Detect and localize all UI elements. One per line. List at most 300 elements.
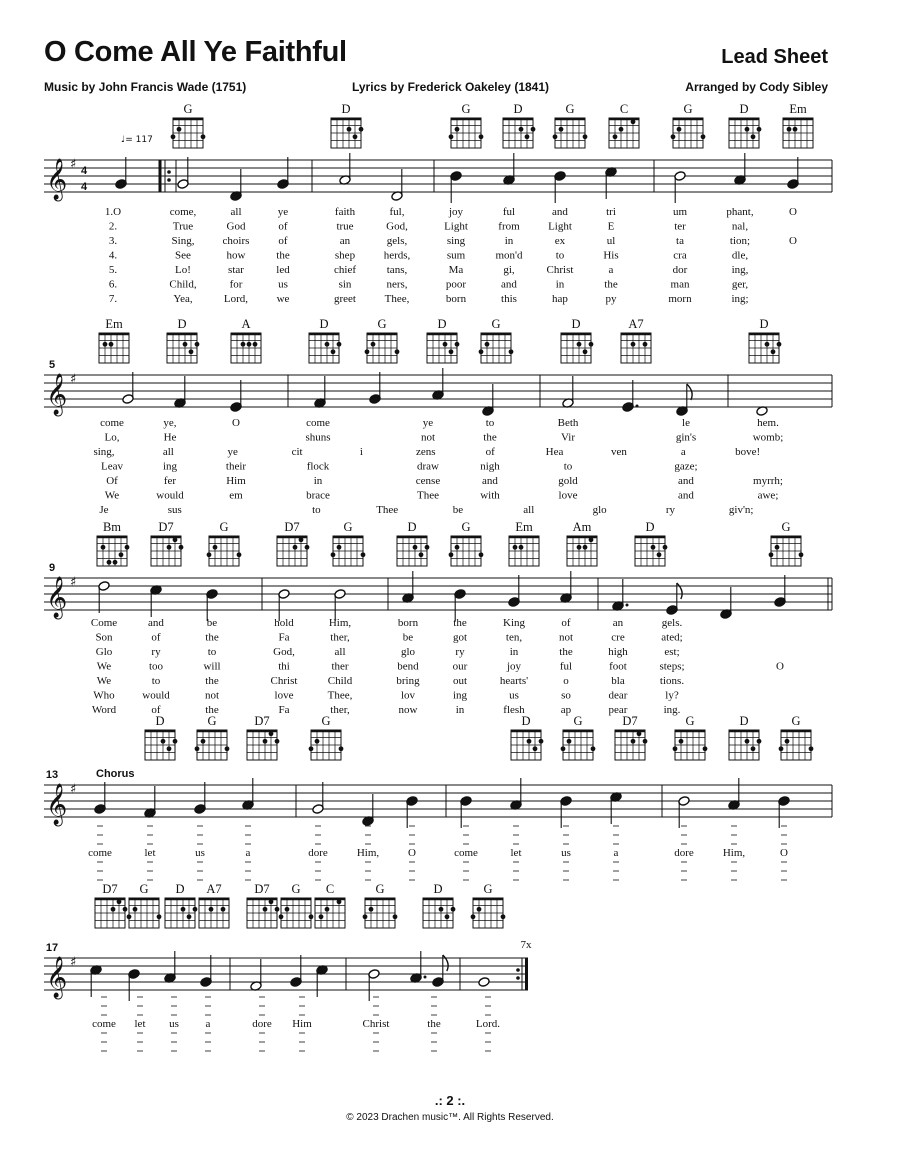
time-signature-top: 4	[80, 165, 88, 177]
chord-name: G	[375, 882, 385, 896]
lyric-syllable: got	[452, 631, 468, 644]
chord-dot	[657, 552, 662, 557]
chord-dot	[745, 739, 750, 744]
lyric-syllable: dear	[608, 689, 628, 702]
note	[174, 376, 186, 408]
chord-diagram-Em	[783, 118, 813, 148]
lyric-syllable: Him	[292, 1018, 312, 1030]
lyric-syllable: Lord,	[223, 293, 249, 305]
chord-dot	[777, 342, 782, 347]
lyric-syllable: joy	[448, 206, 464, 218]
lyric-syllable: O	[776, 660, 784, 673]
chord-dot	[519, 545, 524, 550]
chord-dot	[353, 134, 358, 139]
chord-dot	[449, 552, 454, 557]
chord-diagram-G	[365, 333, 400, 363]
lyric-syllable: Thee	[417, 489, 439, 502]
note	[200, 955, 212, 987]
lyric-syllable: the	[205, 631, 219, 644]
chord-diagram-D	[427, 333, 459, 363]
note	[314, 376, 326, 408]
chord-dot	[171, 134, 176, 139]
lyric-syllable: ye	[227, 446, 238, 458]
chord-diagram-G	[479, 333, 514, 363]
chord-dot	[479, 552, 484, 557]
chord-dot	[583, 545, 588, 550]
chord-diagram-D	[561, 333, 593, 363]
key-signature-sharp: ♯	[70, 782, 77, 797]
lyric-syllable: come	[306, 417, 330, 429]
chord-name: Bm	[102, 520, 122, 534]
chord-diagram-D7	[615, 730, 647, 760]
repeat-dot	[167, 178, 171, 182]
lyric-syllable: ing.	[663, 704, 681, 716]
lyric-syllable: ful	[502, 206, 516, 218]
page-title: O Come All Ye Faithful	[44, 36, 347, 68]
chord-dot	[751, 746, 756, 751]
treble-clef-icon: 𝄞	[46, 957, 68, 998]
lyric-syllable: O	[232, 417, 240, 429]
chord-name: G	[483, 882, 493, 896]
note	[230, 169, 242, 201]
lyric-syllable: and	[678, 475, 694, 487]
lyric-syllable: sing	[446, 235, 466, 247]
lyric-syllable: Light	[548, 220, 572, 233]
chord-name: D7	[284, 520, 300, 534]
lyric-syllable: Beth	[557, 417, 579, 429]
chord-name: G	[219, 520, 229, 534]
lyric-syllable: flock	[306, 460, 330, 473]
chord-dot	[479, 349, 484, 354]
note	[312, 782, 324, 814]
lyric-syllable: sum	[446, 249, 466, 262]
lyric-syllable: God,	[273, 646, 295, 658]
chord-dot	[513, 545, 518, 550]
lyric-syllable: ated;	[661, 631, 683, 644]
chord-diagram-C	[315, 898, 345, 928]
lyric-syllable: Light	[444, 220, 468, 233]
lyric-syllable: cit	[291, 446, 303, 458]
lyric-syllable: sus	[167, 504, 182, 516]
chord-name: D	[759, 317, 769, 331]
chord-name: A7	[628, 317, 644, 331]
lyric-syllable: be	[452, 504, 464, 516]
chord-name: D	[739, 102, 749, 116]
lyric-syllable: ex	[554, 235, 566, 247]
lyric-syllable: and	[148, 617, 164, 629]
chord-dot	[201, 134, 206, 139]
chord-name: C	[325, 882, 335, 896]
lyric-syllable: a	[245, 847, 251, 859]
chord-name: D	[645, 520, 655, 534]
lyric-syllable: the	[453, 617, 467, 629]
lyric-syllable: us	[509, 689, 519, 702]
chord-diagram-D	[331, 118, 363, 148]
note	[734, 153, 746, 185]
chord-diagram-G	[363, 898, 398, 928]
chord-name: G	[791, 714, 801, 728]
chord-name: D	[521, 714, 531, 728]
chord-dot	[451, 907, 456, 912]
lyric-syllable: all	[230, 206, 242, 218]
chord-dot	[757, 127, 762, 132]
chord-dot	[347, 127, 352, 132]
chord-dot	[771, 349, 776, 354]
chord-diagram-G	[671, 118, 706, 148]
lyric-syllable: foot	[609, 660, 627, 673]
lyric-syllable: ful	[559, 660, 573, 673]
chord-dot	[209, 907, 214, 912]
chord-dot	[775, 545, 780, 550]
lyric-syllable: 7.	[108, 293, 118, 305]
chord-diagram-D	[397, 536, 429, 566]
lyric-syllable: O	[408, 847, 416, 859]
chord-dot	[651, 545, 656, 550]
lyric-syllable: not	[420, 431, 436, 444]
chord-dot	[269, 731, 274, 736]
chord-dot	[275, 907, 280, 912]
note	[122, 372, 134, 404]
chord-dot	[583, 134, 588, 139]
lyric-syllable: Thee	[376, 504, 399, 516]
lyric-syllable: love	[274, 689, 294, 702]
chord-name: A	[241, 317, 251, 331]
chord-dot	[109, 342, 114, 347]
chord-dot	[133, 907, 138, 912]
chord-dot	[183, 342, 188, 347]
lyric-syllable: um	[672, 206, 688, 218]
chord-diagram-G	[195, 730, 230, 760]
lyric-syllable: phant,	[726, 206, 754, 218]
lyric-syllable: gels.	[661, 617, 683, 629]
chord-dot	[363, 914, 368, 919]
note-dot	[636, 405, 639, 408]
chord-dot	[369, 907, 374, 912]
lyric-syllable: we	[276, 293, 290, 305]
lyric-syllable: steps;	[659, 660, 685, 673]
lyric-syllable: all	[162, 446, 174, 458]
lyric-syllable: us	[195, 847, 205, 859]
chord-diagram-A7	[621, 333, 651, 363]
chord-dot	[113, 560, 118, 565]
note	[666, 583, 682, 615]
note-head	[478, 977, 490, 988]
lyric-syllable: and	[552, 206, 568, 218]
lyric-syllable: ven	[610, 446, 627, 458]
chord-dot	[181, 907, 186, 912]
chord-dot	[591, 746, 596, 751]
lyric-syllable: Christ	[546, 264, 574, 276]
lyric-syllable: dle,	[731, 249, 749, 262]
chord-dot	[173, 537, 178, 542]
lyric-syllable: of	[561, 617, 571, 629]
chord-dot	[583, 349, 588, 354]
lyric-syllable: draw	[417, 460, 439, 473]
chord-dot	[225, 746, 230, 751]
lyric-syllable: their	[225, 460, 247, 473]
lyric-syllable: out	[452, 675, 468, 687]
lyric-syllable: gels,	[386, 235, 408, 247]
chord-diagram-Em	[509, 536, 539, 566]
treble-clef-icon: 𝄞	[46, 374, 68, 415]
chord-dot	[485, 342, 490, 347]
chord-name: G	[573, 714, 583, 728]
lyric-syllable: ry	[151, 646, 161, 658]
chord-dot	[439, 907, 444, 912]
lyric-syllable: ry	[455, 646, 465, 658]
chord-dot	[253, 342, 258, 347]
chord-dot	[745, 127, 750, 132]
key-signature-sharp: ♯	[70, 955, 77, 970]
lyric-syllable: with	[480, 489, 500, 502]
chord-name: G	[565, 102, 575, 116]
lyric-syllable: from	[498, 220, 520, 233]
lyric-syllable: bring	[396, 675, 420, 687]
chord-dot	[337, 545, 342, 550]
chord-dot	[315, 739, 320, 744]
note-flag	[687, 384, 692, 400]
chord-diagram-D7	[247, 898, 279, 928]
chord-name: D7	[158, 520, 174, 534]
lyric-syllable: E	[607, 220, 615, 233]
note	[406, 796, 418, 828]
chord-dot	[309, 914, 314, 919]
chord-diagram-A	[231, 333, 261, 363]
lyric-syllable: Christ	[270, 675, 298, 687]
chord-diagram-G	[471, 898, 506, 928]
lyric-syllable: mon'd	[495, 249, 523, 262]
chord-diagram-G	[449, 536, 484, 566]
chord-diagram-Bm	[97, 536, 129, 566]
lyric-syllable: an	[612, 617, 624, 629]
lyric-syllable: the	[604, 278, 618, 291]
lyric-syllable: high	[608, 646, 628, 658]
chord-dot	[527, 739, 532, 744]
lyric-syllable: Christ	[362, 1018, 390, 1030]
note	[778, 796, 790, 828]
lyric-syllable: not	[204, 689, 220, 702]
chord-dot	[263, 907, 268, 912]
lyric-syllable: sing,	[93, 446, 115, 458]
lyric-syllable: of	[278, 235, 288, 247]
lyric-syllable: an	[339, 235, 351, 247]
note	[144, 786, 156, 818]
lyric-syllable: 5.	[108, 264, 118, 276]
lyric-syllable: ye,	[163, 417, 177, 429]
note	[94, 782, 106, 814]
note	[610, 792, 622, 824]
chord-dot	[325, 342, 330, 347]
lyric-syllable: for	[229, 278, 243, 291]
lyric-syllable: come,	[169, 206, 197, 218]
chord-dot	[519, 127, 524, 132]
treble-clef-icon: 𝄞	[46, 159, 68, 200]
lyric-syllable: come	[92, 1018, 116, 1030]
note	[410, 951, 427, 983]
lyric-syllable: 2.	[108, 220, 118, 233]
lead-sheet-label: Lead Sheet	[721, 46, 828, 68]
chord-dot	[613, 134, 618, 139]
lyric-syllable: let	[144, 847, 156, 859]
chord-dot	[559, 127, 564, 132]
chord-name: D7	[254, 714, 270, 728]
lyric-syllable: Child,	[169, 278, 197, 291]
lyric-syllable: too	[148, 660, 164, 673]
chord-dot	[339, 746, 344, 751]
note	[150, 585, 162, 617]
chord-dot	[107, 560, 112, 565]
lyric-syllable: ing;	[731, 293, 749, 305]
note-flag	[677, 583, 682, 599]
lyric-syllable: now	[398, 704, 418, 716]
chord-diagram-Em	[99, 333, 129, 363]
lyric-syllable: dor	[672, 264, 688, 276]
chord-dot	[455, 127, 460, 132]
lyric-syllable: poor	[445, 278, 467, 291]
lyric-syllable: Hea	[545, 446, 564, 458]
tempo-mark: ♩= 117	[121, 135, 153, 145]
lyric-syllable: tions.	[659, 675, 685, 687]
note	[316, 965, 328, 997]
chord-dot	[455, 545, 460, 550]
lyric-syllable: a	[680, 446, 686, 458]
note	[510, 778, 522, 810]
chord-dot	[673, 746, 678, 751]
lyric-syllable: ry	[665, 504, 675, 516]
lyric-syllable: Je	[99, 504, 109, 516]
lyric-syllable: His	[603, 249, 619, 262]
repeat-dot	[516, 968, 520, 972]
lyric-syllable: ye	[277, 206, 289, 218]
chord-dot	[173, 739, 178, 744]
chord-name: G	[139, 882, 149, 896]
note	[482, 384, 494, 416]
note	[720, 587, 732, 619]
note	[787, 157, 799, 189]
copyright: © 2023 Drachen music™. All Rights Reserved.	[346, 1112, 554, 1123]
chord-dot	[337, 342, 342, 347]
chord-dot	[195, 342, 200, 347]
lyric-syllable: bla	[611, 675, 625, 687]
chord-name: C	[619, 102, 629, 116]
lyric-syllable: in	[313, 475, 323, 487]
note-flag	[443, 955, 448, 971]
chord-diagram-Am	[567, 536, 597, 566]
chord-dot	[305, 545, 310, 550]
chord-name: G	[781, 520, 791, 534]
lyric-syllable: man	[670, 278, 690, 291]
note	[362, 794, 374, 826]
chord-dot	[187, 914, 192, 919]
lyric-syllable: zens	[416, 446, 436, 458]
chord-name: G	[683, 102, 693, 116]
chord-dot	[577, 545, 582, 550]
chord-dot	[161, 739, 166, 744]
lyric-syllable: us	[169, 1018, 179, 1030]
chord-diagram-D	[749, 333, 781, 363]
arranger-credit: Arranged by Cody Sibley	[685, 80, 828, 94]
chord-dot	[509, 349, 514, 354]
chord-name: G	[321, 714, 331, 728]
chord-dot	[677, 127, 682, 132]
lyric-syllable: womb;	[752, 431, 784, 444]
lyric-syllable: the	[205, 704, 219, 716]
note	[164, 951, 176, 983]
lyric-syllable: choirs	[222, 235, 250, 247]
note	[622, 380, 639, 412]
lyric-syllable: nigh	[480, 460, 500, 473]
lyric-syllable: O	[789, 206, 797, 218]
lyric-syllable: Come	[90, 617, 118, 629]
chord-name: D	[437, 317, 447, 331]
chord-dot	[703, 746, 708, 751]
lyric-syllable: O	[789, 235, 797, 247]
lyric-syllable: hearts'	[499, 675, 529, 687]
chord-dot	[125, 545, 130, 550]
chord-dot	[619, 127, 624, 132]
chord-name: Am	[572, 520, 592, 534]
chord-dot	[679, 739, 684, 744]
lyric-syllable: Ma	[448, 264, 464, 276]
repeat-dot	[516, 976, 520, 980]
lyric-syllable: be	[206, 617, 218, 629]
chord-name: D	[155, 714, 165, 728]
lyric-syllable: ger,	[731, 278, 749, 291]
lyric-syllable: True	[172, 220, 194, 233]
lyric-syllable: of	[485, 446, 495, 458]
lyric-syllable: Leav	[101, 460, 123, 473]
lyric-syllable: Fa	[278, 704, 290, 716]
lyric-syllable: ta	[676, 235, 684, 247]
lyric-syllable: We	[96, 660, 112, 673]
lyric-syllable: ful,	[389, 206, 405, 218]
lyric-syllable: thi	[278, 660, 290, 673]
lyric-syllable: star	[228, 264, 244, 276]
lyric-syllable: hem.	[757, 417, 779, 429]
lyric-syllable: py	[605, 293, 617, 305]
chord-diagram-D	[635, 536, 667, 566]
chord-dot	[213, 545, 218, 550]
lyric-syllable: Fa	[278, 631, 290, 644]
measure-number: 5	[48, 359, 56, 371]
note	[339, 153, 351, 185]
chord-dot	[319, 914, 324, 919]
lyric-syllable: ther,	[330, 704, 350, 716]
lyric-syllable: 1.O	[104, 206, 122, 218]
note	[560, 571, 572, 603]
chord-dot	[637, 731, 642, 736]
chord-diagram-G	[673, 730, 708, 760]
chord-name: G	[491, 317, 501, 331]
lyric-syllable: would	[156, 489, 184, 502]
lyric-syllable: hold	[274, 617, 294, 629]
chord-name: D	[433, 882, 443, 896]
chord-name: G	[183, 102, 193, 116]
measure-number: 9	[48, 562, 56, 574]
lyric-syllable: let	[134, 1018, 146, 1030]
note	[115, 157, 127, 189]
lyric-syllable: a	[608, 264, 614, 276]
lyric-syllable: ap	[560, 704, 572, 716]
chord-dot	[643, 342, 648, 347]
lyric-syllable: and	[482, 475, 498, 487]
chord-diagram-D	[511, 730, 543, 760]
lyric-syllable: bend	[397, 660, 419, 673]
chord-dot	[455, 342, 460, 347]
lyric-syllable: herds,	[383, 249, 411, 262]
lyric-syllable: morn	[668, 293, 692, 305]
chord-dot	[117, 899, 122, 904]
